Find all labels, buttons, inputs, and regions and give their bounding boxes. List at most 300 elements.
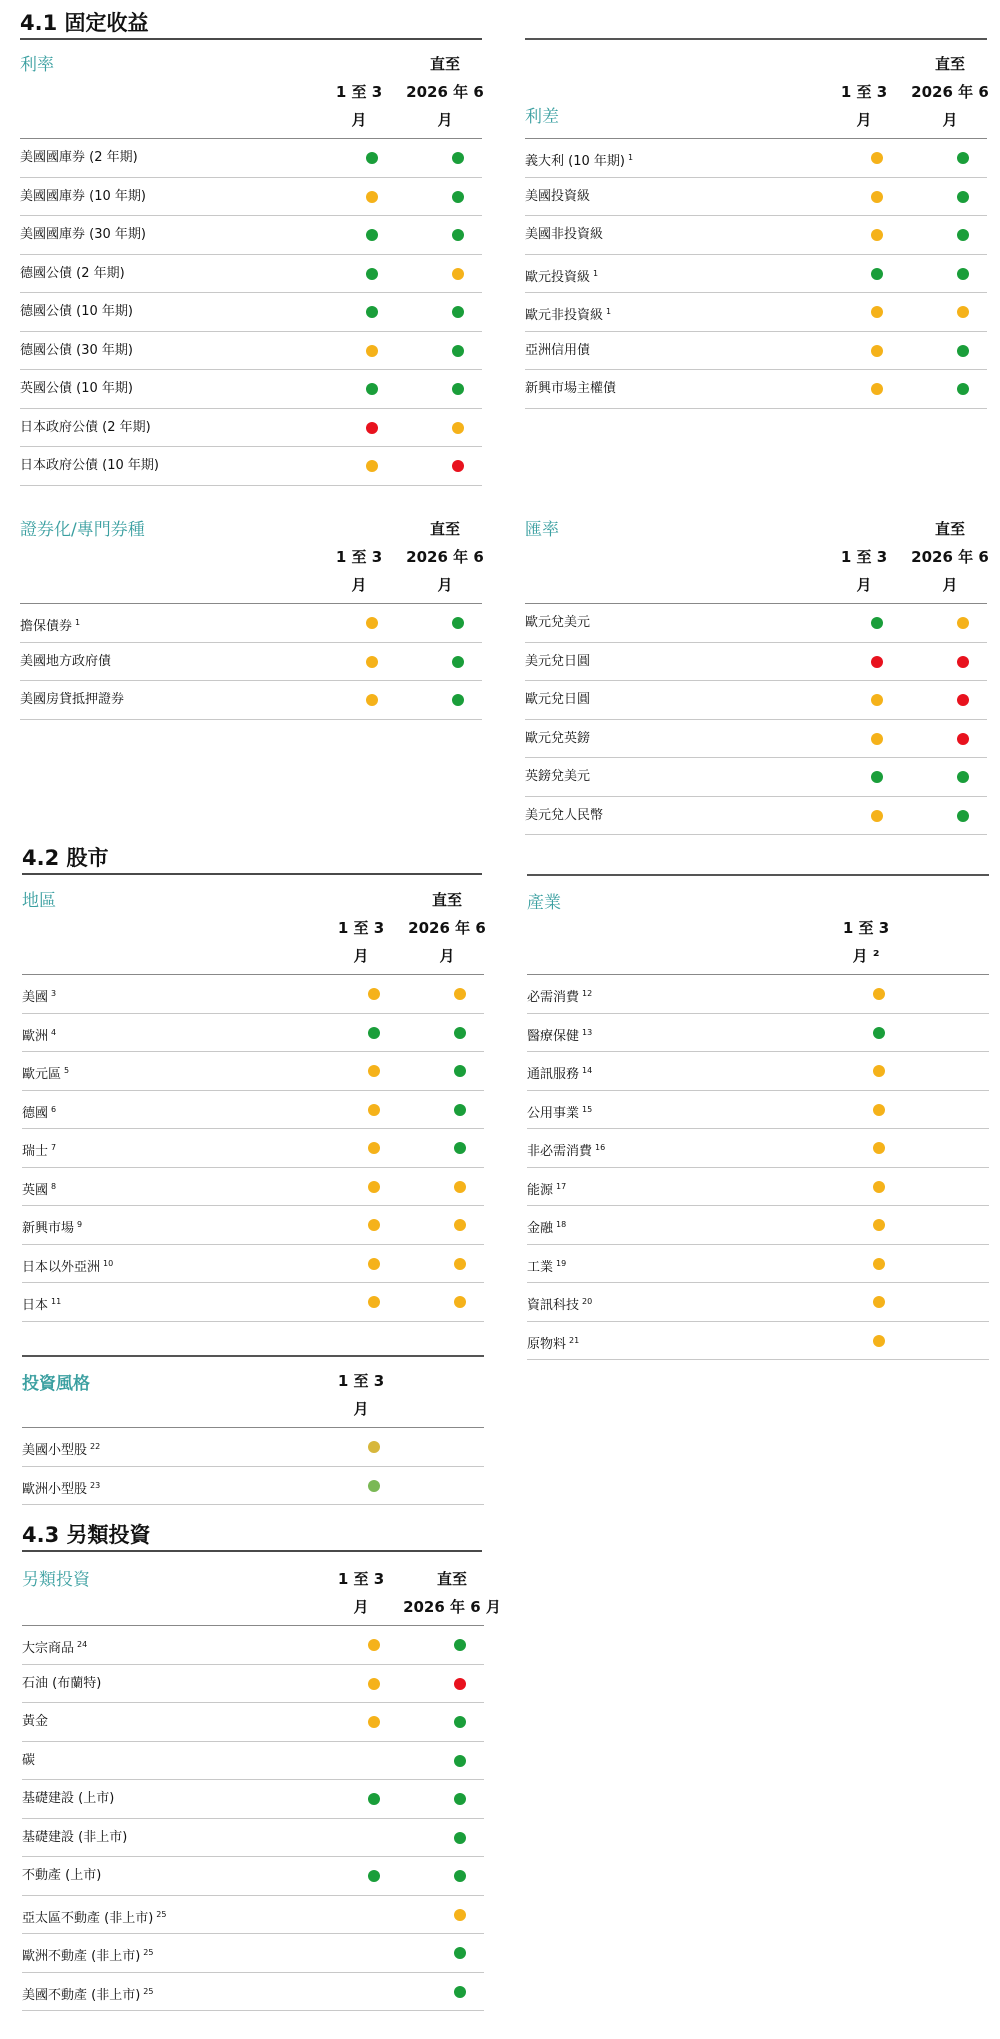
row-label [525,139,633,181]
row-label [22,1896,166,1938]
category-label: 投資風格 [22,1374,90,1394]
table-row [525,255,987,294]
row-label-text: 瑞士 [22,1144,49,1159]
table-row [527,1206,989,1245]
row-label [525,370,616,408]
row-label-text: 美國非投資級 [525,227,604,242]
row-label-text: 日本 [22,1298,49,1313]
row-label-text: 日本以外亞洲 [22,1259,101,1275]
column-header-line: 月 [353,1598,369,1616]
table-row [525,604,987,643]
row-label [22,1780,114,1818]
signal-dot-amber [368,1296,380,1308]
signal-dot-green [454,1986,466,1998]
signal-dot-amber [368,1219,380,1231]
column-header-line: 月 [856,111,872,129]
row-label [22,1428,100,1470]
row-label [527,1014,592,1056]
table-row [22,1129,484,1168]
signal-dot-amber [871,383,883,395]
table-alternatives [22,1555,501,2011]
row-label-text: 歐元投資級 [525,269,591,285]
signal-dot-red [366,422,378,434]
table-row [22,1428,484,1467]
row-label [20,604,80,646]
row-label-text: 美國小型股 [22,1443,88,1458]
row-label [22,1742,35,1780]
column-header-line: 月 ² [852,947,880,965]
table-header [22,876,484,975]
footnote-marker: 1 [75,618,81,627]
row-label-text: 歐元區 [22,1067,62,1082]
footnote-marker: 22 [90,1442,101,1451]
row-label-text: 歐元兌日圓 [525,692,591,707]
signal-dot-amber [871,694,883,706]
row-label-text: 碳 [22,1752,36,1768]
column-header-line: 月 [351,576,367,594]
signal-dot-red [957,733,969,745]
signal-dot-amber [871,191,883,203]
row-label [20,681,124,719]
table-row [22,1665,484,1704]
table-row [22,1626,484,1665]
column-header-line: 月 [353,947,369,965]
row-label [527,1091,592,1133]
row-label-text: 亞洲信用債 [525,342,591,358]
column-header-line: 直至 [431,891,462,909]
row-label-text: 美國國庫券 (30 年期) [20,227,146,242]
signal-dot-amber [368,1104,380,1116]
footnote-marker: 12 [582,989,593,998]
row-label-text: 美國 [22,990,49,1005]
table-row [20,643,482,682]
row-label [20,216,146,254]
table-styles [22,1355,484,1505]
table-row [525,797,987,836]
column-header-line: 1 至 3 [840,83,888,101]
signal-dot-green [957,152,969,164]
table-row [22,1283,484,1322]
row-label-text: 醫療保健 [527,1028,580,1044]
signal-dot-green [368,1027,380,1039]
category-label: 地區 [22,891,56,911]
section-title-s43: 4.3 另類投資 [22,1523,151,1547]
signal-dot-amber [454,1181,466,1193]
footnote-marker: 24 [77,1640,88,1649]
signal-dot-green [454,1142,466,1154]
signal-dot-amber [366,617,378,629]
column-header-line: 2026 年 6 [406,83,484,101]
signal-dot-green [454,1793,466,1805]
row-label-text: 歐元兌英鎊 [525,730,591,746]
column-header [821,914,911,970]
signal-dot-green [366,268,378,280]
row-label [22,975,56,1017]
signal-dot-amber [871,810,883,822]
row-label-text: 通訊服務 [527,1067,580,1082]
column-header-line: 1 至 3 [842,919,890,937]
footnote-marker: 19 [556,1258,567,1268]
footnote-marker: 7 [51,1143,57,1152]
row-label-text: 美元兌日圓 [525,653,591,669]
footnote-marker: 5 [64,1066,70,1075]
table-row [22,1934,484,1973]
signal-dot-amber [873,1181,885,1193]
column-header-line: 1 至 3 [337,1570,385,1588]
signal-dot-green [871,617,883,629]
signal-dot-green [957,383,969,395]
row-label [20,409,151,447]
footnote-marker: 23 [90,1480,101,1490]
row-label [525,643,590,681]
footnote-marker: 4 [51,1027,57,1037]
signal-dot-green [957,229,969,241]
column-header [819,78,909,134]
row-label-text: 公用事業 [527,1105,580,1121]
row-label-text: 歐洲 [22,1028,49,1044]
row-label-text: 原物料 [527,1336,567,1352]
signal-dot-amber [873,1335,885,1347]
column-header [905,50,995,134]
row-label [20,178,146,216]
row-label-text: 美國國庫券 (10 年期) [20,188,146,204]
table-row [525,178,987,217]
signal-dot-amber [368,988,380,1000]
signal-dot-amber [454,1219,466,1231]
category-label: 產業 [527,893,561,913]
footnote-marker: 15 [582,1104,593,1114]
footnote-marker: 3 [51,989,57,998]
column-header-line: 2026 年 6 [406,548,484,566]
row-label [20,139,138,177]
signal-dot-green [452,694,464,706]
column-header [316,1565,406,1621]
table-row [20,681,482,720]
column-header-line: 直至 [429,55,460,73]
signal-dot-green [452,306,464,318]
footnote-marker: 8 [51,1181,57,1191]
signal-dot-amber [366,656,378,668]
column-header-line: 1 至 3 [337,1372,385,1390]
column-header-line: 月 [437,576,453,594]
row-label [22,1129,56,1171]
table-row [20,139,482,178]
table-row [22,1052,484,1091]
row-label [525,720,590,758]
row-label-text: 英鎊兌美元 [525,769,591,784]
row-label-text: 德國公債 (30 年期) [20,342,133,358]
table-row [22,1703,484,1742]
row-label-text: 黃金 [22,1714,49,1729]
table-row [20,255,482,294]
table-row [527,1129,989,1168]
column-header-line: 月 [942,111,958,129]
signal-dot-amber [871,229,883,241]
table-row [525,216,987,255]
signal-dot-green [454,1065,466,1077]
signal-dot-green [452,617,464,629]
row-label [525,758,590,796]
table-interest-rates [20,40,482,486]
signal-dot-green [366,306,378,318]
row-label-text: 金融 [527,1221,554,1236]
row-label [20,332,133,370]
column-header [402,1565,502,1621]
row-label [22,1703,48,1741]
signal-dot-green [454,1639,466,1651]
table-row [527,1091,989,1130]
footnote-marker: 20 [582,1297,593,1306]
column-header [316,1367,406,1423]
table-row [22,1168,484,1207]
table-row [22,1973,484,2012]
row-label-text: 美國投資級 [525,188,591,204]
table-header [525,40,987,139]
table-header [527,876,989,975]
row-label-text: 新興市場 [22,1221,75,1236]
signal-dot-green [957,191,969,203]
table-row [22,1896,484,1935]
row-label [20,370,133,408]
footnote-marker: 17 [556,1181,567,1191]
column-header-line: 月 [353,1400,369,1418]
column-header-line: 月 [856,576,872,594]
row-label-text: 義大利 (10 年期) [525,154,625,169]
row-label [525,681,590,719]
signal-dot-green [452,656,464,668]
column-header [905,515,995,599]
signal-dot-amber [368,1678,380,1690]
row-label [527,1322,579,1364]
table-row [22,1014,484,1053]
row-label-text: 資訊科技 [527,1298,580,1313]
table-row [527,1283,989,1322]
table-row [527,1322,989,1361]
table-row [527,975,989,1014]
table-header [22,1555,501,1626]
row-label [22,1934,153,1976]
footnote-marker: 25 [143,1986,154,1996]
signal-dot-amber [368,1258,380,1270]
row-label [22,1168,56,1210]
row-label-text: 基礎建設 (上市) [22,1791,115,1806]
table-securitized [20,505,482,720]
table-regions [22,876,484,1322]
column-header-line: 2026 年 6 月 [403,1598,501,1616]
row-label-text: 英國 [22,1182,49,1198]
signal-dot-green [454,1027,466,1039]
signal-dot-green [454,1716,466,1728]
signal-dot-amber [873,1104,885,1116]
category-label: 證券化/專門券種 [20,520,145,540]
table-row [22,1467,484,1506]
section-rule-s43 [22,1550,482,1552]
row-label [22,1973,153,2015]
signal-dot-green [454,1755,466,1767]
column-header-line: 2026 年 6 [408,919,486,937]
signal-dot-amber [366,460,378,472]
table-fx [525,505,987,835]
signal-dot-green [454,1832,466,1844]
table-row [527,1052,989,1091]
footnote-marker: 18 [556,1220,567,1229]
signal-dot-amber [368,1181,380,1193]
row-label [22,1665,101,1703]
column-header [400,515,490,599]
column-header-line: 月 [351,111,367,129]
row-label [525,178,590,216]
row-label [527,975,592,1017]
signal-dot-amber [368,1639,380,1651]
row-label-text: 日本政府公債 (2 年期) [20,419,151,435]
row-label [527,1206,566,1248]
signal-dot-amber [873,1065,885,1077]
signal-dot-amber [873,1142,885,1154]
table-row [20,370,482,409]
row-label-text: 美國國庫券 (2 年期) [20,150,138,165]
footnote-marker: 13 [582,1027,593,1037]
column-header [314,543,404,599]
footnote-marker: 10 [103,1258,114,1268]
row-label [525,332,590,370]
row-label [22,1091,56,1133]
signal-dot-amber [454,1909,466,1921]
row-label [22,1626,87,1668]
footnote-marker: 1 [606,307,612,316]
table-row [22,1857,484,1896]
signal-dot-amber [871,733,883,745]
signal-dot-green [454,1870,466,1882]
row-label [527,1168,566,1210]
row-label [527,1052,592,1094]
row-label [22,1206,82,1248]
row-label [525,255,598,297]
table-header [22,1357,484,1428]
table-row [525,332,987,371]
row-label [22,1014,56,1056]
row-label [525,604,590,642]
footnote-marker: 11 [51,1297,62,1306]
table-row [527,1168,989,1207]
signal-dot-red [452,460,464,472]
signal-dot-green [368,1870,380,1882]
table-row [525,681,987,720]
signal-dot-amber [873,1296,885,1308]
signal-dot-red [454,1678,466,1690]
column-header-line: 直至 [436,1570,467,1588]
footnote-marker: 9 [77,1220,83,1229]
row-label [525,216,603,254]
row-label-text: 必需消費 [527,990,580,1005]
table-row [20,293,482,332]
table-row [22,1819,484,1858]
signal-dot-amber [368,1142,380,1154]
table-row [527,1014,989,1053]
table-sectors [527,874,989,1360]
row-label-text: 工業 [527,1259,554,1275]
table-row [20,409,482,448]
footnote-marker: 25 [143,1948,154,1957]
signal-dot-amber [368,1716,380,1728]
footnote-marker: 1 [627,153,634,162]
column-header-line: 1 至 3 [840,548,888,566]
column-header-line: 2026 年 6 [911,83,989,101]
footnote-marker: 6 [51,1104,57,1114]
signal-dot-amber [871,152,883,164]
signal-dot-green [452,345,464,357]
row-label [527,1245,566,1287]
signal-dot-green [871,268,883,280]
footnote-marker: 14 [582,1066,593,1075]
table-row [525,139,987,178]
row-label [527,1129,605,1171]
table-row [527,1245,989,1284]
signal-dot-amber [957,617,969,629]
table-row [22,1742,484,1781]
footnote-marker: 1 [593,268,599,278]
table-row [20,604,482,643]
row-label-text: 德國公債 (10 年期) [20,304,133,319]
signal-dot-lightgreen [368,1480,380,1492]
footnote-marker: 16 [595,1143,606,1152]
column-header [316,914,406,970]
row-label-text: 非必需消費 [527,1144,593,1159]
signal-dot-green [957,268,969,280]
table-row [525,370,987,409]
section-title-s41: 4.1 固定收益 [20,11,149,35]
row-label-text: 德國 [22,1105,49,1121]
signal-dot-green [871,771,883,783]
signal-dot-amber [871,306,883,318]
row-label [20,255,125,293]
signal-dot-green [957,345,969,357]
table-row [525,643,987,682]
row-label-text: 美國不動產 (非上市) [22,1987,141,2003]
signal-dot-green [454,1947,466,1959]
column-header-line: 月 [439,947,455,965]
signal-dot-green [366,152,378,164]
table-row [20,178,482,217]
row-label-text: 歐元兌美元 [525,615,591,630]
signal-dot-green [957,771,969,783]
column-header-line: 1 至 3 [337,919,385,937]
row-label [22,1283,61,1325]
row-label-text: 日本政府公債 (10 年期) [20,458,159,473]
row-label-text: 德國公債 (2 年期) [20,265,125,281]
row-label-text: 美元兌人民幣 [525,807,604,823]
table-header [20,505,482,604]
section-title-s42: 4.2 股市 [22,846,109,870]
signal-dot-amber [873,1258,885,1270]
signal-dot-green [452,152,464,164]
table-row [22,1780,484,1819]
signal-dot-green [454,1104,466,1116]
signal-dot-red [957,656,969,668]
row-label-text: 歐洲小型股 [22,1481,88,1497]
row-label-text: 基礎建設 (非上市) [22,1829,128,1845]
table-spreads [525,38,987,409]
row-label [20,447,159,485]
column-header-line: 直至 [429,520,460,538]
row-label-text: 歐元非投資級 [525,308,604,323]
signal-dot-amber [366,345,378,357]
row-label-text: 英國公債 (10 年期) [20,381,133,396]
signal-dot-green [873,1027,885,1039]
column-header [819,543,909,599]
table-row [20,447,482,486]
signal-dot-amber [454,1296,466,1308]
table-row [20,332,482,371]
